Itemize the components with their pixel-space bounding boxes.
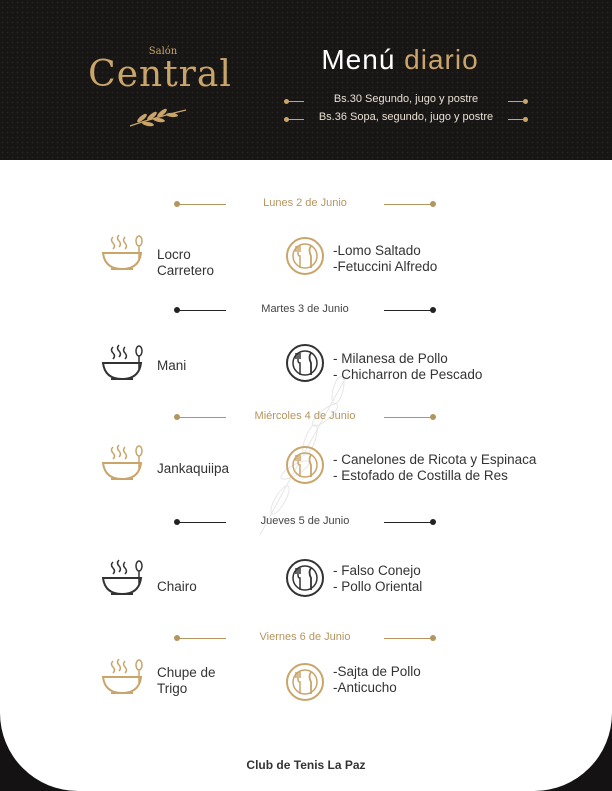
soup-line: Jankaquiipa xyxy=(157,461,230,476)
main-dish: -Lomo Saltado xyxy=(333,243,421,258)
day-label: Viernes 6 de Junio xyxy=(259,631,351,643)
main-dish: -Fetuccini Alfredo xyxy=(333,259,438,274)
day-header xyxy=(170,196,440,212)
plate-cutlery-icon xyxy=(285,445,325,485)
soup-bowl-icon xyxy=(101,558,147,598)
mains-list xyxy=(333,243,437,275)
soup-bowl-icon xyxy=(101,233,147,273)
day-label: Martes 3 de Junio xyxy=(261,303,349,315)
soup-line: Mani xyxy=(157,358,187,373)
main-dish: -Sajta de Pollo xyxy=(333,664,421,679)
mains-list xyxy=(333,351,482,383)
mains-list xyxy=(333,452,536,484)
soup-line: Chupe de xyxy=(157,665,216,680)
main-dish: - Pollo Oriental xyxy=(333,579,423,594)
main-dish: - Falso Conejo xyxy=(333,563,421,578)
logo-main-text: Central xyxy=(88,54,232,95)
mains-list xyxy=(333,563,422,595)
mains-list xyxy=(333,664,421,696)
soup-name xyxy=(157,247,214,279)
main-dish: - Estofado de Costilla de Res xyxy=(333,468,508,483)
title-word-2: diario xyxy=(404,44,479,75)
day-label: Lunes 2 de Junio xyxy=(263,197,347,209)
main-dish: - Canelones de Ricota y Espinaca xyxy=(333,452,537,467)
soup-name xyxy=(157,461,229,477)
header xyxy=(0,0,612,160)
soup-name xyxy=(157,579,197,595)
logo-small-text: Salón xyxy=(148,46,178,57)
soup-bowl-icon xyxy=(101,343,147,383)
price-line xyxy=(284,93,528,109)
day-label: Jueves 5 de Junio xyxy=(260,515,350,527)
day-label: Miércoles 4 de Junio xyxy=(254,410,356,422)
main-dish: -Anticucho xyxy=(333,680,397,695)
title-word-1: Menú xyxy=(321,44,396,75)
price-text: Bs.30 Segundo, jugo y postre xyxy=(333,93,479,105)
main-dish: - Chicharron de Pescado xyxy=(333,367,483,382)
menu-title xyxy=(280,44,520,76)
day-header xyxy=(170,514,440,530)
soup-line: Carretero xyxy=(157,263,215,278)
soup-bowl-icon xyxy=(101,657,147,697)
day-header xyxy=(170,302,440,318)
day-header xyxy=(170,630,440,646)
main-dish: - Milanesa de Pollo xyxy=(333,351,448,366)
olive-branch-icon xyxy=(128,106,190,128)
price-line xyxy=(284,111,528,127)
plate-cutlery-icon xyxy=(285,662,325,702)
soup-line: Chairo xyxy=(157,579,197,594)
price-text: Bs.36 Sopa, segundo, jugo y postre xyxy=(318,111,494,123)
plate-cutlery-icon xyxy=(285,558,325,598)
plate-cutlery-icon xyxy=(285,236,325,276)
plate-cutlery-icon xyxy=(285,343,325,383)
day-header xyxy=(170,409,440,425)
soup-line: Locro xyxy=(157,247,191,262)
soup-line: Trigo xyxy=(157,681,188,696)
menu-body xyxy=(0,160,612,791)
soup-name xyxy=(157,665,216,697)
footer-club-name: Club de Tenis La Paz xyxy=(246,758,366,772)
soup-bowl-icon xyxy=(101,443,147,483)
soup-name xyxy=(157,358,186,374)
